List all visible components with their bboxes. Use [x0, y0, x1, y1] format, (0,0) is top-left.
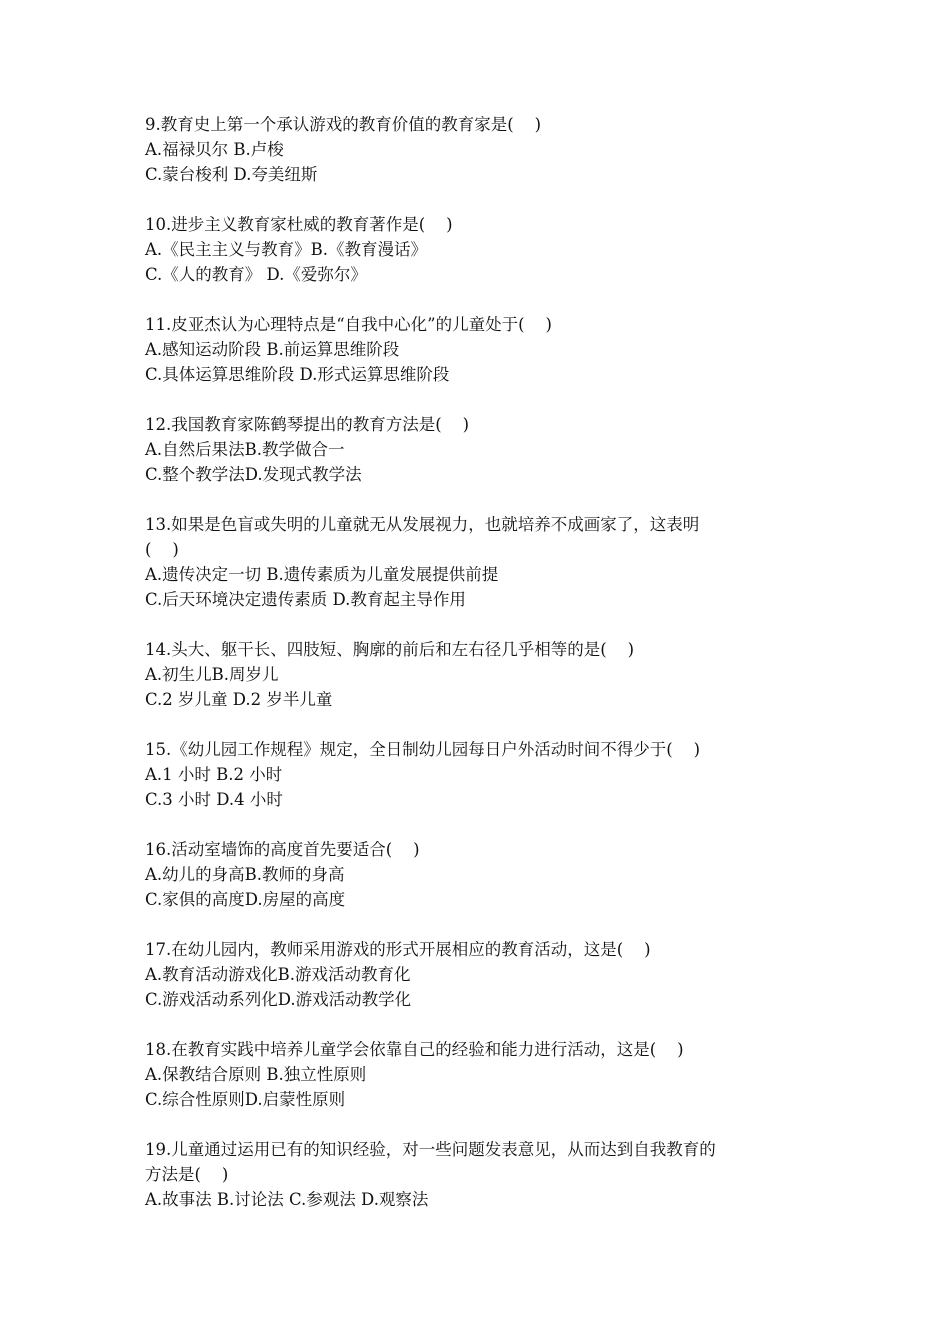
question-text-line: A.故事法 B.讨论法 C.参观法 D.观察法 [145, 1190, 429, 1209]
question-text-line: 方法是( ) [145, 1165, 229, 1184]
question-item [145, 1137, 825, 1212]
question-text-line: A.保教结合原则 B.独立性原则 [145, 1065, 367, 1084]
question-item [145, 312, 825, 387]
question-text-line: C.后天环境决定遗传素质 D.教育起主导作用 [145, 590, 466, 609]
question-stem: 19.儿童通过运用已有的知识经验，对一些问题发表意见，从而达到自我教育的 [145, 1140, 716, 1159]
question-stem: 18.在教育实践中培养儿童学会依靠自己的经验和能力进行活动，这是( ) [145, 1040, 684, 1059]
question-text-line: A.自然后果法B.教学做合一 [145, 440, 345, 459]
question-text-line: C.2 岁儿童 D.2 岁半儿童 [145, 690, 333, 709]
question-list [145, 112, 825, 1237]
question-stem: 11.皮亚杰认为心理特点是“自我中心化”的儿童处于( ) [145, 315, 552, 334]
question-text-line: A.1 小时 B.2 小时 [145, 765, 283, 784]
question-text-line: ( ) [145, 540, 179, 559]
question-stem: 17.在幼儿园内，教师采用游戏的形式开展相应的教育活动，这是( ) [145, 940, 651, 959]
question-item [145, 637, 825, 712]
question-stem: 16.活动室墙饰的高度首先要适合( ) [145, 840, 420, 859]
question-text-line: C.家俱的高度D.房屋的高度 [145, 890, 346, 909]
question-text-line: A.《民主主义与教育》B.《教育漫话》 [145, 240, 428, 259]
question-text-line: C.具体运算思维阶段 D.形式运算思维阶段 [145, 365, 450, 384]
question-stem: 12.我国教育家陈鹤琴提出的教育方法是( ) [145, 415, 470, 434]
question-stem: 14.头大、躯干长、四肢短、胸廓的前后和左右径几乎相等的是( ) [145, 640, 635, 659]
question-item [145, 412, 825, 487]
question-stem: 13.如果是色盲或失明的儿童就无从发展视力，也就培养不成画家了，这表明 [145, 515, 700, 534]
question-text-line: C.蒙台梭利 D.夸美纽斯 [145, 165, 318, 184]
question-text-line: C.《人的教育》 D.《爱弥尔》 [145, 265, 367, 284]
question-item [145, 837, 825, 912]
question-text-line: C.3 小时 D.4 小时 [145, 790, 283, 809]
question-text-line: C.综合性原则D.启蒙性原则 [145, 1090, 346, 1109]
question-item [145, 512, 825, 612]
question-text-line: A.初生儿B.周岁儿 [145, 665, 279, 684]
question-item [145, 212, 825, 287]
question-text-line: C.整个教学法D.发现式教学法 [145, 465, 362, 484]
question-stem: 9.教育史上第一个承认游戏的教育价值的教育家是( ) [145, 115, 542, 134]
question-text-line: A.福禄贝尔 B.卢梭 [145, 140, 284, 159]
question-item [145, 737, 825, 812]
question-text-line: C.游戏活动系列化D.游戏活动教学化 [145, 990, 412, 1009]
question-item [145, 1037, 825, 1112]
question-text-line: A.感知运动阶段 B.前运算思维阶段 [145, 340, 400, 359]
question-text-line: A.遗传决定一切 B.遗传素质为儿童发展提供前提 [145, 565, 499, 584]
question-text-line: A.教育活动游戏化B.游戏活动教育化 [145, 965, 411, 984]
question-stem: 10.进步主义教育家杜威的教育著作是( ) [145, 215, 453, 234]
question-text-line: A.幼儿的身高B.教师的身高 [145, 865, 345, 884]
question-item [145, 937, 825, 1012]
question-item [145, 112, 825, 187]
question-stem: 15.《幼儿园工作规程》规定，全日制幼儿园每日户外活动时间不得少于( ) [145, 740, 701, 759]
